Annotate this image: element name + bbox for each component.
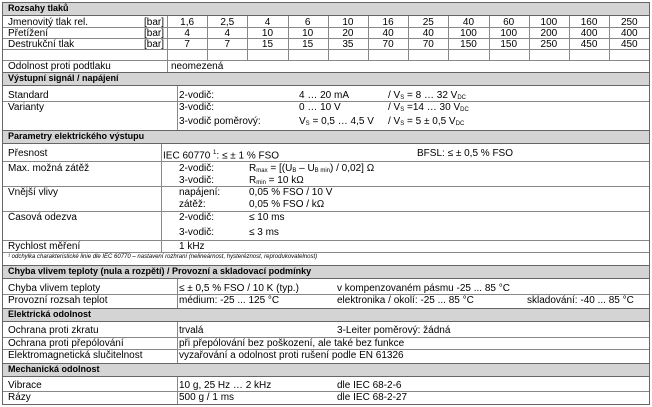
oper-medium: médium: -25 ... 125 °C xyxy=(179,295,280,306)
pressure-cell: 400 xyxy=(580,28,598,39)
divider xyxy=(3,101,649,102)
pressure-row-unit: [bar] xyxy=(144,28,165,39)
oper-elec: elektronika / okolí: -25 ... 85 °C xyxy=(337,295,474,306)
pressure-cell: 150 xyxy=(460,39,477,50)
standard-signal: 4 … 20 mA xyxy=(299,90,350,101)
variant1-signal: 0 … 10 V xyxy=(299,102,341,113)
pressure-row-label: Jmenovitý tlak rel. xyxy=(8,17,89,28)
section-pressure-title: Rozsahy tlaků xyxy=(3,3,649,16)
resp-2w: 2-vodič: xyxy=(179,212,215,223)
standard-label: Standard xyxy=(8,90,49,101)
shock-label: Rázy xyxy=(8,392,31,403)
divider xyxy=(177,86,178,130)
shock-std: dle IEC 68-2-27 xyxy=(337,392,408,403)
spec-table xyxy=(2,2,650,405)
divider xyxy=(161,144,162,252)
oper-storage: skladování: -40 ... 85 °C xyxy=(527,295,634,306)
ext-load: zátěž: xyxy=(179,199,206,210)
pressure-cell: 100 xyxy=(540,17,558,28)
divider xyxy=(368,16,369,60)
vibration-label: Vibrace xyxy=(8,380,42,391)
ext-supply-value: 0,05 % FSO / 10 V xyxy=(249,187,333,198)
pressure-cell: 15 xyxy=(261,39,274,50)
variants-label: Varianty xyxy=(8,102,44,113)
divider xyxy=(448,16,449,60)
standard-wire: 2-vodič: xyxy=(179,90,215,101)
pressure-cell: 6 xyxy=(304,17,311,28)
pressure-cell: 100 xyxy=(500,28,518,39)
vibration-std: dle IEC 68-2-6 xyxy=(337,380,402,391)
pressure-cell: 160 xyxy=(580,17,598,28)
pressure-cell: 60 xyxy=(503,17,515,28)
pressure-cell: 40 xyxy=(382,28,394,39)
variant2-supply: / $V_S = 5 \pm 0,5$ $V_{DC}$ xyxy=(388,116,465,127)
pressure-cell: 450 xyxy=(580,39,598,50)
accuracy-value: IEC 60770 $^1$: ≤ ± 1 % FSO xyxy=(163,150,280,162)
pressure-cell: 20 xyxy=(342,28,354,39)
pressure-cell: 10 xyxy=(342,17,354,28)
rate-value: 1 kHz xyxy=(179,241,205,252)
variant2-wire: 3-vodič poměrový: xyxy=(179,116,261,127)
divider xyxy=(3,337,649,338)
divider xyxy=(3,252,649,253)
section-protection-title: Elektrická odolnost xyxy=(3,308,649,322)
pressure-cell: 25 xyxy=(422,17,434,28)
short-value: trvalá xyxy=(179,325,204,336)
short-note: 3-Leiter poměrový: žádná xyxy=(337,325,451,336)
standard-supply: / $V_S = 8$ … 32 $V_{DC}$ xyxy=(388,90,467,101)
thermal-error-label: Chyba vlivem teploty xyxy=(8,283,101,294)
pressure-cell: 4 xyxy=(184,28,190,39)
vacuum-value: neomezená xyxy=(171,61,224,72)
rate-label: Rychlost měření xyxy=(8,241,81,252)
divider xyxy=(328,16,329,60)
load-2w-value: $R_{max} = [(U_B - U_{B min}) / 0,02]$ Ω xyxy=(249,163,375,174)
reverse-value: při přepólování bez poškození, ale také bez funkce xyxy=(179,338,405,349)
divider xyxy=(247,16,248,60)
pressure-cell: 40 xyxy=(422,28,434,39)
divider xyxy=(3,186,649,187)
load-label: Max. možná zátěž xyxy=(8,163,90,174)
pressure-cell: 10 xyxy=(261,28,274,39)
divider xyxy=(3,60,649,61)
ext-load-value: 0,05 % FSO / kΩ xyxy=(249,199,325,210)
resp-2w-value: ≤ 10 ms xyxy=(249,212,285,223)
pressure-row-label: Přetížení xyxy=(8,28,49,39)
divider xyxy=(167,60,168,72)
pressure-cell: 250 xyxy=(620,17,638,28)
pressure-cell: 150 xyxy=(500,39,518,50)
footnote: ¹ odchylka charakteristické linie dle IEC 60770 – nastavení rozhraní (nelineárnost, hysteréznost, reprodukovatelnost) xyxy=(8,254,318,260)
pressure-cell: 7 xyxy=(224,39,231,50)
pressure-cell: 400 xyxy=(620,28,638,39)
variant1-supply: / $V_S =14$ … 30 $V_{DC}$ xyxy=(388,102,469,113)
thermal-error-value: ≤ ± 0,5 % FSO / 10 K (typ.) xyxy=(179,283,299,294)
divider xyxy=(3,211,649,212)
resp-3w-value: ≤ 3 ms xyxy=(249,227,279,238)
pressure-row-unit: [bar] xyxy=(144,39,165,50)
load-2w: 2-vodič: xyxy=(179,163,215,174)
pressure-cell: 70 xyxy=(382,39,394,50)
pressure-cell: 7 xyxy=(184,39,190,50)
divider xyxy=(3,294,649,295)
ext-supply: napájení: xyxy=(179,187,221,198)
divider xyxy=(167,16,168,60)
oper-label: Provozní rozsah teplot xyxy=(8,295,108,306)
divider xyxy=(288,16,289,60)
section-thermal-title: Chyba vlivem teploty (nula a rozpětí) / Provozní a skladovací podmínky xyxy=(3,265,649,279)
pressure-row-unit: [bar] xyxy=(144,17,165,28)
pressure-row-label: Destrukční tlak xyxy=(8,39,75,50)
divider xyxy=(177,322,178,363)
variant1-wire: 3-vodič: xyxy=(179,102,215,113)
pressure-cell: 250 xyxy=(540,39,558,50)
divider xyxy=(177,279,178,308)
divider xyxy=(408,16,409,60)
pressure-cell: 100 xyxy=(460,28,477,39)
load-3w: 3-vodič: xyxy=(179,175,215,186)
pressure-cell: 450 xyxy=(620,39,638,50)
vacuum-label: Odolnost proti podtlaku xyxy=(8,61,111,72)
ext-label: Vnější vlivy xyxy=(8,187,59,198)
divider xyxy=(609,16,610,60)
pressure-cell: 15 xyxy=(302,39,314,50)
divider xyxy=(3,391,649,392)
emc-label: Elektromagnetická slučitelnost xyxy=(8,350,143,361)
pressure-cell: 70 xyxy=(422,39,434,50)
shock-value: 500 g / 1 ms xyxy=(179,392,235,403)
emc-value: vyzařování a odolnost proti rušení podle EN 61326 xyxy=(179,350,404,361)
pressure-cell: 4 xyxy=(264,17,271,28)
pressure-cell: 40 xyxy=(462,17,475,28)
divider xyxy=(177,377,178,405)
divider xyxy=(3,240,649,241)
section-mechanical-title: Mechanická odolnost xyxy=(3,363,649,377)
bfsl-value: BFSL: ≤ ± 0,5 % FSO xyxy=(417,148,514,159)
divider xyxy=(569,16,570,60)
section-electrical-title: Parametry elektrického výstupu xyxy=(3,130,649,144)
divider xyxy=(649,16,650,60)
short-label: Ochrana proti zkratu xyxy=(8,325,99,336)
reverse-label: Ochrana proti přepólování xyxy=(8,338,124,349)
divider xyxy=(207,16,208,60)
pressure-cell: 200 xyxy=(540,28,558,39)
vibration-value: 10 g, 25 Hz … 2 kHz xyxy=(179,380,272,391)
thermal-error-range: v kompenzovaném pásmu -25 ... 85 °C xyxy=(337,283,510,294)
pressure-cell: 35 xyxy=(342,39,354,50)
divider xyxy=(489,16,490,60)
pressure-cell: 10 xyxy=(302,28,314,39)
divider xyxy=(3,161,649,162)
variant2-signal: $V_S = 0,5$ … 4,5 V xyxy=(299,116,374,127)
pressure-cell: 4 xyxy=(224,28,231,39)
resp-label: Časová odezva xyxy=(8,212,77,223)
pressure-cell: 2,5 xyxy=(220,17,235,28)
resp-3w: 3-vodič: xyxy=(179,227,215,238)
load-3w-value: $R_{min} = 10$ kΩ xyxy=(249,175,304,186)
pressure-cell: 16 xyxy=(382,17,394,28)
accuracy-label: Přesnost xyxy=(8,148,48,159)
divider xyxy=(3,349,649,350)
section-output-title: Výstupní signál / napájení xyxy=(3,72,649,86)
divider xyxy=(529,16,530,60)
pressure-cell: 1,6 xyxy=(180,17,195,28)
